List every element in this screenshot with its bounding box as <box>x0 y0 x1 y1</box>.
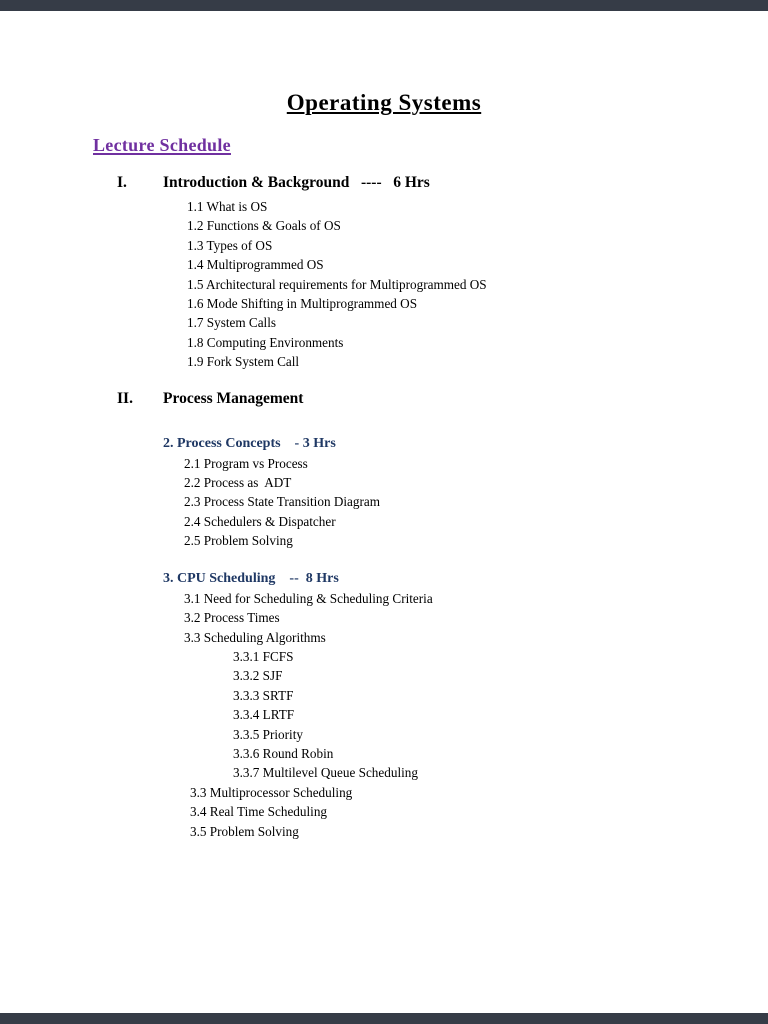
toc-item: 3.3.6 Round Robin <box>233 745 334 761</box>
subtitle-row <box>93 135 768 156</box>
toc-item: 3.3.5 Priority <box>233 726 303 742</box>
toc-item: 3.4 Real Time Scheduling <box>190 804 328 820</box>
toc-item: 2.2 Process as ADT <box>184 475 292 491</box>
toc-item: 1.4 Multiprogrammed OS <box>187 257 324 273</box>
section-2-heading-row <box>117 389 768 409</box>
toc-item: 2.4 Schedulers & Dispatcher <box>184 513 336 529</box>
section-1-heading: Introduction & Background ---- 6 Hrs <box>163 174 430 191</box>
toc-item: 3.3.7 Multilevel Queue Scheduling <box>233 765 418 781</box>
section-2-heading: Process Management <box>163 389 304 407</box>
toc-item: 1.7 System Calls <box>187 315 277 331</box>
title-row <box>0 90 768 116</box>
toc-item: 1.2 Functions & Goals of OS <box>187 218 341 234</box>
toc-item: 3.3 Scheduling Algorithms <box>184 629 326 645</box>
toc-item: 1.1 What is OS <box>187 199 268 214</box>
toc-item: 3.5 Problem Solving <box>190 823 299 839</box>
toc-item: 2.3 Process State Transition Diagram <box>184 494 380 510</box>
toc-item: 3.3.3 SRTF <box>233 687 294 703</box>
section-1-numeral: I. <box>117 174 127 191</box>
toc-item: 3.3.1 FCFS <box>233 648 294 664</box>
viewer-top-bar <box>0 0 768 11</box>
scheduling-algorithms-items <box>233 647 768 783</box>
lecture-schedule-heading: Lecture Schedule <box>93 135 231 155</box>
toc-item: 3.3 Multiprocessor Scheduling <box>190 784 353 800</box>
toc-item: 3.2 Process Times <box>184 610 280 626</box>
toc-item: 1.9 Fork System Call <box>187 354 300 370</box>
toc-item: 2.1 Program vs Process <box>184 455 308 471</box>
toc-item: 3.1 Need for Scheduling & Scheduling Criteria <box>184 590 433 606</box>
toc-item: 1.8 Computing Environments <box>187 334 344 350</box>
toc-item: 1.3 Types of OS <box>187 237 273 253</box>
toc-item: 3.3.4 LRTF <box>233 707 295 723</box>
document-page <box>0 11 768 1013</box>
viewer-bottom-bar <box>0 1013 768 1024</box>
toc-item: 3.3.2 SJF <box>233 668 283 684</box>
section-2-numeral: II. <box>117 389 133 407</box>
process-concepts-items <box>184 454 768 551</box>
subsection-cpu-scheduling-heading: 3. CPU Scheduling -- 8 Hrs <box>163 570 339 586</box>
section-1-heading-row <box>117 173 768 193</box>
cpu-scheduling-tail-items <box>190 783 768 841</box>
section-1-items <box>187 197 768 372</box>
toc-item: 1.5 Architectural requirements for Multiprogrammed OS <box>187 276 487 292</box>
toc-item: 1.6 Mode Shifting in Multiprogrammed OS <box>187 296 418 312</box>
cpu-scheduling-items <box>184 589 768 647</box>
subsection-process-concepts-heading: 2. Process Concepts - 3 Hrs <box>163 435 336 451</box>
toc-item: 2.5 Problem Solving <box>184 533 293 549</box>
page-title: Operating Systems <box>286 90 482 115</box>
